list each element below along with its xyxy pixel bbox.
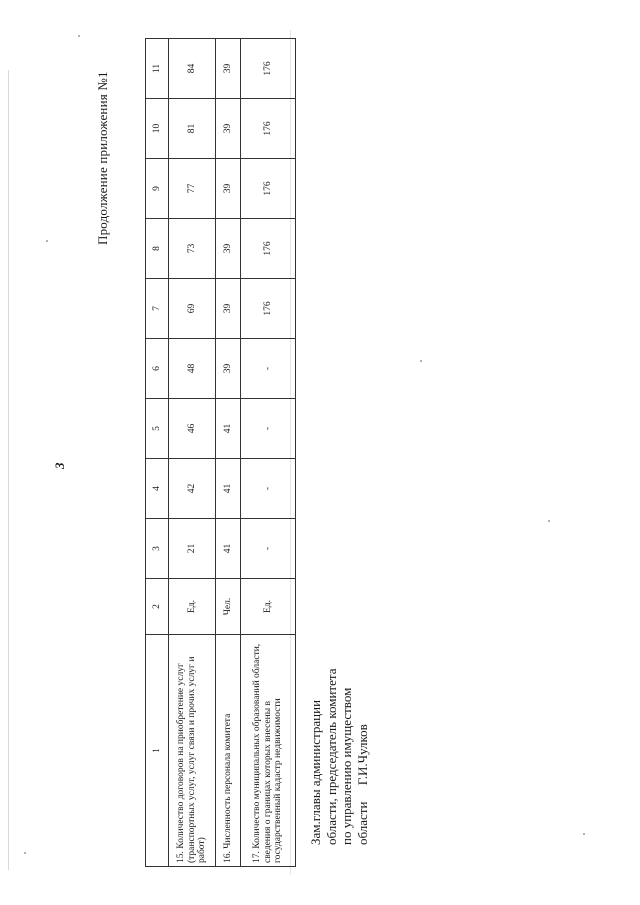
appendix-heading: Продолжение приложения №1: [95, 71, 110, 245]
value-cell: 41: [216, 459, 241, 519]
value-cell: -: [241, 399, 296, 459]
value-cell: 39: [216, 219, 241, 279]
column-number: 1: [146, 635, 169, 867]
page-number: 3: [52, 462, 67, 469]
value-cell: 176: [241, 279, 296, 339]
table-row: [169, 39, 216, 867]
column-number: 7: [146, 279, 169, 339]
indicators-table: [145, 38, 296, 867]
unit-cell: Ед.: [241, 579, 296, 635]
value-cell: 176: [241, 99, 296, 159]
value-cell: 73: [169, 219, 216, 279]
table-row: [241, 39, 296, 867]
value-cell: -: [241, 519, 296, 579]
table-header-row: [146, 39, 169, 867]
value-cell: 41: [216, 519, 241, 579]
unit-cell: Чел.: [216, 579, 241, 635]
value-cell: 39: [216, 279, 241, 339]
value-cell: 41: [216, 399, 241, 459]
unit-cell: Ед.: [169, 579, 216, 635]
value-cell: 39: [216, 39, 241, 99]
value-cell: 39: [216, 339, 241, 399]
value-cell: 84: [169, 39, 216, 99]
value-cell: -: [241, 339, 296, 399]
value-cell: 39: [216, 159, 241, 219]
column-number: 4: [146, 459, 169, 519]
table-row: [216, 39, 241, 867]
value-cell: 46: [169, 399, 216, 459]
column-number: 11: [146, 39, 169, 99]
column-number: 10: [146, 99, 169, 159]
value-cell: 48: [169, 339, 216, 399]
indicator-name: 15. Количество договоров на приобретение услуг (транспортных услуг, услуг связи и прочих услуг и работ): [169, 635, 216, 867]
signature-line: области, председатель комитета: [323, 668, 339, 845]
value-cell: 176: [241, 219, 296, 279]
column-number: 3: [146, 519, 169, 579]
column-number: 8: [146, 219, 169, 279]
value-cell: 176: [241, 39, 296, 99]
signature-line: Зам.главы администрации: [308, 699, 323, 845]
value-cell: 21: [169, 519, 216, 579]
value-cell: 81: [169, 99, 216, 159]
value-cell: 39: [216, 99, 241, 159]
signature-line: области Г.И.Чулков: [354, 724, 370, 845]
column-number: 5: [146, 399, 169, 459]
indicator-name: 16. Численность персонала комитета: [216, 635, 241, 867]
value-cell: 77: [169, 159, 216, 219]
column-number: 9: [146, 159, 169, 219]
value-cell: -: [241, 459, 296, 519]
signature-block: [308, 669, 370, 845]
value-cell: 176: [241, 159, 296, 219]
indicator-name: 17. Количество муниципальных образований области, сведения о границах которых внесены в государственный кадастр недвижимости: [241, 635, 296, 867]
column-number: 6: [146, 339, 169, 399]
value-cell: 69: [169, 279, 216, 339]
value-cell: 42: [169, 459, 216, 519]
column-number: 2: [146, 579, 169, 635]
signature-line: по управлению имуществом: [339, 687, 355, 845]
